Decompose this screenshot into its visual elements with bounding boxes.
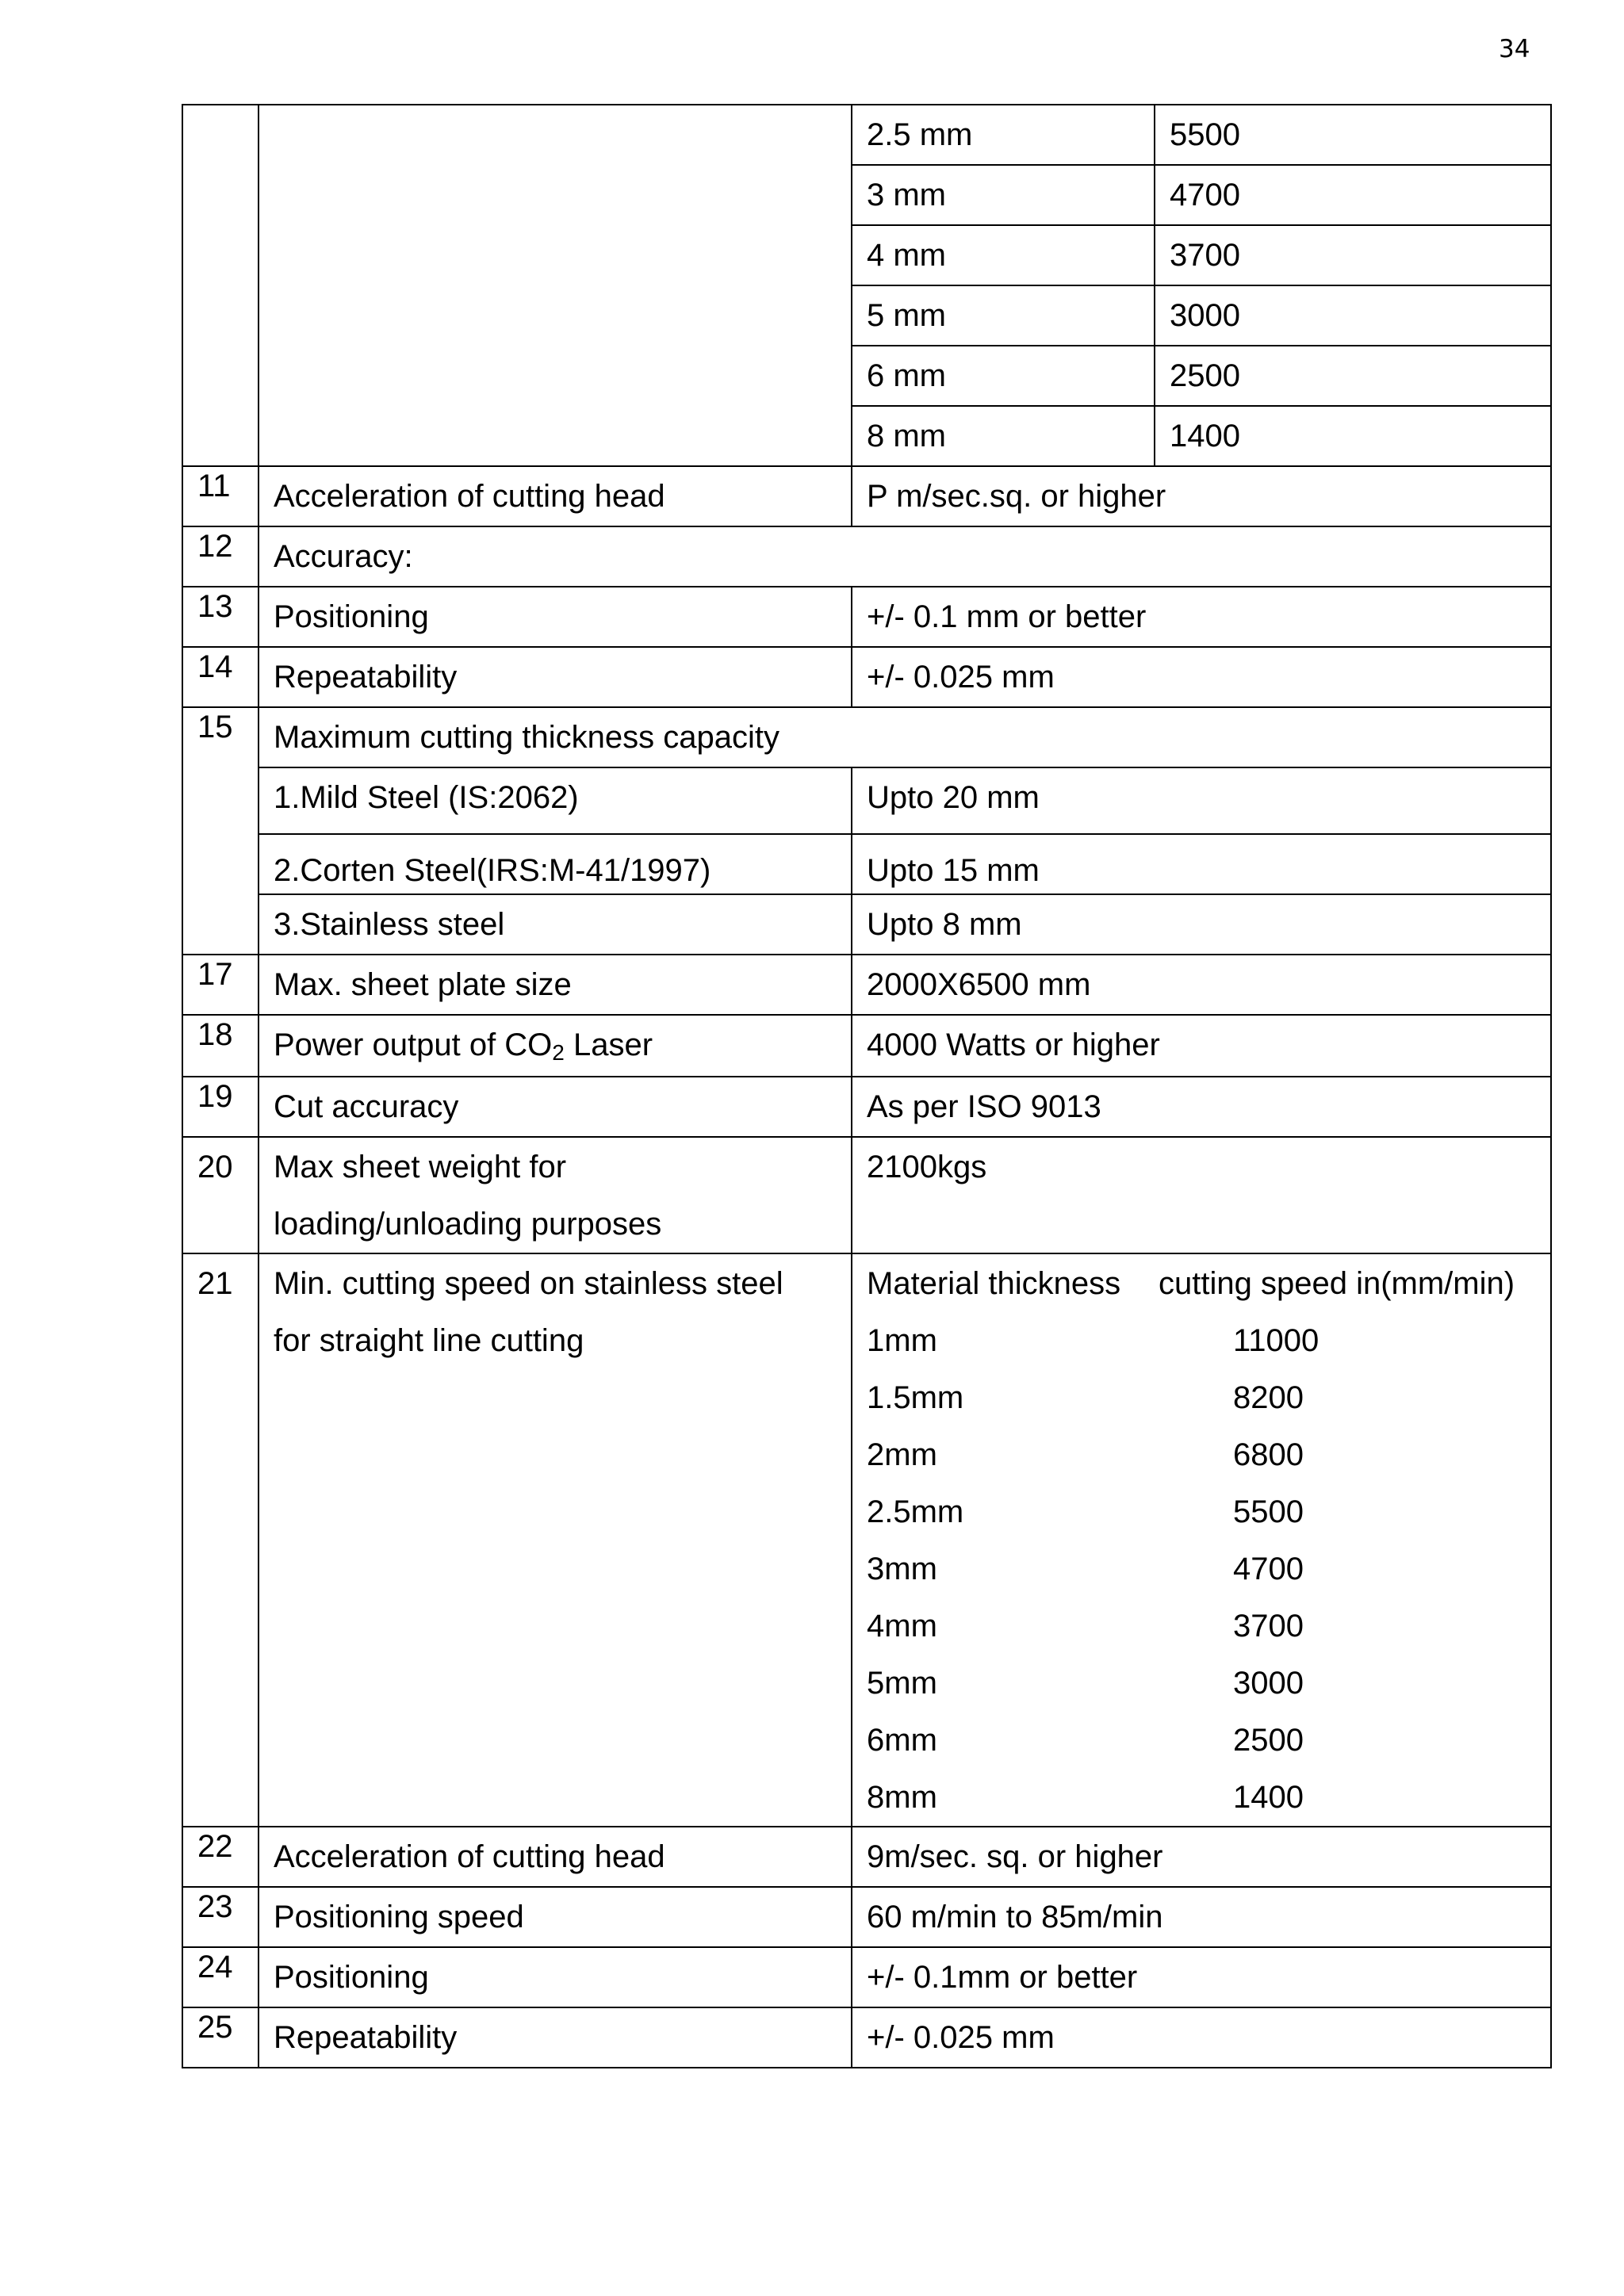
parameter-label: Repeatability	[259, 2007, 852, 2068]
material-label: 3.Stainless steel	[259, 894, 852, 955]
specification-table	[182, 104, 1552, 2068]
parameter-label: Acceleration of cutting head	[259, 1827, 852, 1887]
speed: 1400	[1233, 1780, 1304, 1815]
thickness-cell: 4 mm	[852, 225, 1155, 285]
row-number: 13	[182, 587, 259, 647]
speed: 6800	[1233, 1437, 1304, 1472]
thickness-cell: 2.5 mm	[852, 105, 1155, 165]
speed-cell: 3000	[1155, 285, 1551, 346]
table-row	[182, 1827, 1551, 1887]
table-row	[182, 894, 1551, 955]
row-number: 21	[182, 1253, 259, 1827]
parameter-label	[259, 1015, 852, 1077]
table-row	[182, 1137, 1551, 1253]
row-number: 14	[182, 647, 259, 707]
parameter-line: Min. cutting speed on stainless steel	[274, 1266, 783, 1301]
material-value: Upto 8 mm	[852, 894, 1551, 955]
row-number: 17	[182, 955, 259, 1015]
speed: 5500	[1233, 1494, 1304, 1529]
table-row	[182, 105, 1551, 165]
speed-cell: 1400	[1155, 406, 1551, 466]
thickness: 2mm	[867, 1437, 937, 1472]
parameter-value: P m/sec.sq. or higher	[852, 466, 1551, 526]
speed-cell: 2500	[1155, 346, 1551, 406]
list-item	[867, 1436, 1536, 1493]
row-number: 11	[182, 466, 259, 526]
list-item	[867, 1322, 1536, 1379]
speed: 3000	[1233, 1666, 1304, 1701]
speed: 2500	[1233, 1723, 1304, 1758]
list-item	[867, 1493, 1536, 1550]
parameter-label-text: Power output of CO	[274, 1027, 553, 1062]
parameter-cell	[259, 105, 852, 466]
parameter-value: +/- 0.025 mm	[852, 2007, 1551, 2068]
parameter-label: Cut accuracy	[259, 1077, 852, 1137]
table-row	[182, 955, 1551, 1015]
parameter-label	[259, 1253, 852, 1827]
parameter-value: +/- 0.1 mm or better	[852, 587, 1551, 647]
speed-cell: 3700	[1155, 225, 1551, 285]
parameter-label: Positioning	[259, 1947, 852, 2007]
table-row	[182, 834, 1551, 894]
thickness-cell: 3 mm	[852, 165, 1155, 225]
parameter-value: +/- 0.1mm or better	[852, 1947, 1551, 2007]
thickness: 1.5mm	[867, 1380, 964, 1415]
thickness-cell: 5 mm	[852, 285, 1155, 346]
parameter-value: 4000 Watts or higher	[852, 1015, 1551, 1077]
list-item	[867, 1379, 1536, 1436]
list-item	[867, 1550, 1536, 1607]
parameter-label: Maximum cutting thickness capacity	[259, 707, 1551, 767]
row-number: 15	[182, 707, 259, 955]
speed-cell: 4700	[1155, 165, 1551, 225]
table-row	[182, 1253, 1551, 1827]
row-number: 19	[182, 1077, 259, 1137]
parameter-label: Acceleration of cutting head	[259, 466, 852, 526]
thickness: 6mm	[867, 1723, 937, 1758]
row-number: 22	[182, 1827, 259, 1887]
parameter-label: Accuracy:	[259, 526, 1551, 587]
parameter-label	[259, 1137, 852, 1253]
table-row	[182, 587, 1551, 647]
subscript-text: 2	[552, 1040, 565, 1065]
parameter-value: 2000X6500 mm	[852, 955, 1551, 1015]
list-item	[867, 1721, 1536, 1778]
thickness: 5mm	[867, 1666, 937, 1701]
speed-list	[852, 1253, 1551, 1827]
table-row	[182, 2007, 1551, 2068]
parameter-line: Max sheet weight for	[274, 1150, 567, 1184]
parameter-value: 9m/sec. sq. or higher	[852, 1827, 1551, 1887]
parameter-label: Positioning	[259, 587, 852, 647]
table-row	[182, 1015, 1551, 1077]
speed: 8200	[1233, 1380, 1304, 1415]
material-label: 2.Corten Steel(IRS:M-41/1997)	[259, 834, 852, 894]
material-value: Upto 15 mm	[852, 834, 1551, 894]
header-thickness: Material thickness	[867, 1266, 1121, 1301]
row-number: 23	[182, 1887, 259, 1947]
thickness: 8mm	[867, 1780, 937, 1815]
thickness: 2.5mm	[867, 1494, 964, 1529]
row-number: 25	[182, 2007, 259, 2068]
parameter-value: 60 m/min to 85m/min	[852, 1887, 1551, 1947]
parameter-label: Max. sheet plate size	[259, 955, 852, 1015]
table-row	[182, 647, 1551, 707]
row-number: 24	[182, 1947, 259, 2007]
table-row	[182, 1077, 1551, 1137]
row-number: 12	[182, 526, 259, 587]
speed-list-header	[867, 1265, 1536, 1322]
speed: 11000	[1233, 1323, 1320, 1358]
parameter-value: +/- 0.025 mm	[852, 647, 1551, 707]
parameter-label-text: Laser	[564, 1027, 653, 1062]
list-item	[867, 1607, 1536, 1664]
parameter-label: Positioning speed	[259, 1887, 852, 1947]
thickness-cell: 8 mm	[852, 406, 1155, 466]
thickness: 4mm	[867, 1609, 937, 1644]
parameter-label: Repeatability	[259, 647, 852, 707]
table-row	[182, 707, 1551, 767]
parameter-line: loading/unloading purposes	[274, 1207, 662, 1242]
header-speed: cutting speed in(mm/min)	[1159, 1266, 1515, 1301]
row-number-cell	[182, 105, 259, 466]
parameter-value: 2100kgs	[852, 1137, 1551, 1253]
thickness: 3mm	[867, 1552, 937, 1586]
table-row	[182, 767, 1551, 834]
list-item	[867, 1664, 1536, 1721]
speed-cell: 5500	[1155, 105, 1551, 165]
list-item	[867, 1778, 1536, 1826]
table-row	[182, 526, 1551, 587]
row-number: 18	[182, 1015, 259, 1077]
material-label: 1.Mild Steel (IS:2062)	[259, 767, 852, 834]
material-value: Upto 20 mm	[852, 767, 1551, 834]
page-number: 34	[1499, 35, 1530, 63]
row-number: 20	[182, 1137, 259, 1253]
parameter-line: for straight line cutting	[274, 1323, 584, 1358]
table-row	[182, 466, 1551, 526]
parameter-value: As per ISO 9013	[852, 1077, 1551, 1137]
speed: 3700	[1233, 1609, 1304, 1644]
table-row	[182, 1887, 1551, 1947]
table-row	[182, 1947, 1551, 2007]
thickness: 1mm	[867, 1323, 937, 1358]
speed: 4700	[1233, 1552, 1304, 1586]
thickness-cell: 6 mm	[852, 346, 1155, 406]
